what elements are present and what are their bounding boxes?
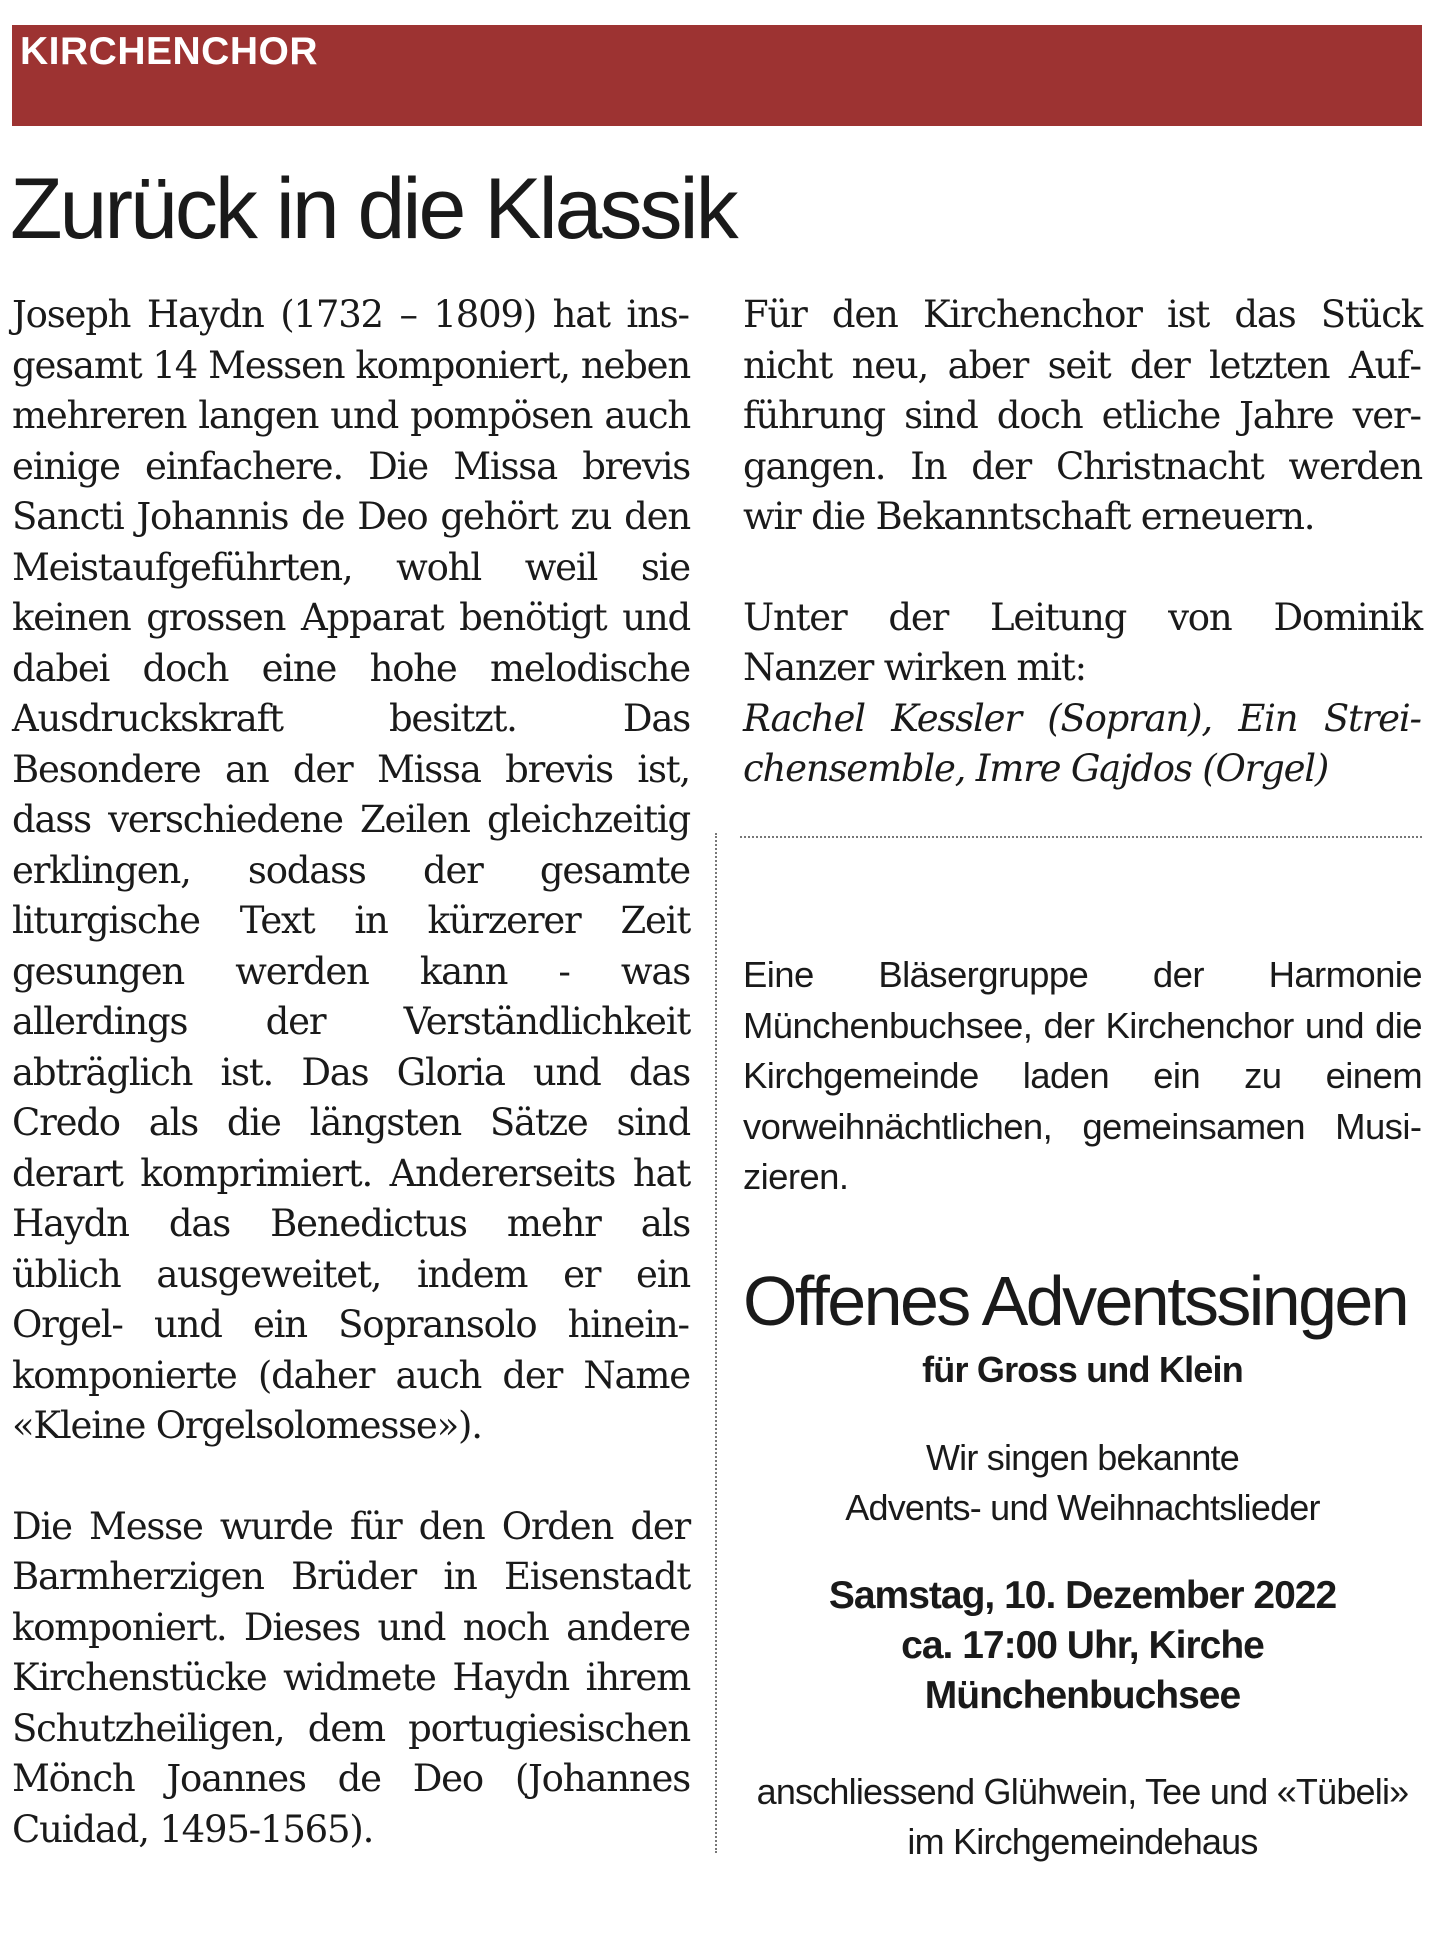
left-column — [12, 290, 690, 1855]
event-description-line: Wir singen bekannte — [926, 1436, 1239, 1478]
article-headline: Zurück in die Klassik — [10, 161, 736, 257]
section-label: KIRCHENCHOR — [20, 30, 318, 73]
section-divider — [740, 836, 1422, 838]
event-date-time — [743, 1571, 1422, 1721]
performers-list: Rachel Kessler (Sopran), Ein Streichensemble, Imre Gajdos (Orgel) — [743, 696, 1422, 790]
event-description — [743, 1433, 1422, 1533]
event-date: Samstag, 10. Dezember 2022 — [828, 1573, 1337, 1617]
event-subtitle: für Gross und Klein — [922, 1348, 1243, 1390]
right-column — [743, 290, 1422, 795]
left-paragraph-2: Die Messe wurde für den Orden der Barmherzigen Brüder in Eisenstadt komponiert. Dieses und noch andere Kirchenstücke widmete Haydn ihrem Schutzheiligen, dem portugiesischen Mönch Joannes de Deo (Johannes Cuidad, 1495-1565). — [12, 1504, 690, 1851]
column-divider — [715, 833, 717, 1853]
event-afterwards — [743, 1767, 1422, 1867]
event-afterwards-line: anschliessend Glühwein, Tee und «Tübeli» — [756, 1770, 1409, 1812]
right-paragraph-2: Unter der Leitung von Dominik Nanzer wirken mit: — [743, 595, 1422, 689]
right-paragraph-1: Für den Kirchenchor ist das Stück nicht neu, aber seit der letzten Aufführung sind doch etliche Jahre vergangen. In der Christnacht werden wir die Bekanntschaft erneuern. — [743, 293, 1422, 538]
section-banner — [12, 25, 1422, 126]
event-afterwards-line: im Kirchgemeindehaus — [907, 1820, 1258, 1862]
event-description-line: Advents- und Weihnachtslieder — [845, 1486, 1320, 1528]
event-time-place: ca. 17:00 Uhr, Kirche Münchenbuchsee — [901, 1623, 1264, 1717]
left-paragraph-1: Joseph Haydn (1732 – 1809) hat insgesamt 14 Messen komponiert, neben mehreren langen und pompösen auch einige einfachere. Die Missa brevis Sancti Johannis de Deo gehört zu den Meistaufgeführten, wohl weil sie keinen grossen Apparat benötigt und dabei doch eine hohe melodische Ausdruckskraft besitzt. Das Besondere an der Missa brevis ist, dass verschiedene Zeilen gleichzeitig erklingen, sodass der gesamte liturgische Text in kürzerer Zeit gesungen werden kann - was allerdings der Verständlichkeit abträglich ist. Das Gloria und das Credo als die längsten Sätze sind derart komprimiert. Andererseits hat Haydn das Benedictus mehr als üblich ausgeweitet, indem er ein Orgel- und ein Sopransolo hineinkomponierte (daher auch der Name «Kleine Orgelsolomesse»). — [12, 293, 690, 1447]
event-title: Offenes Adventssingen — [743, 1262, 1408, 1340]
event-intro — [743, 950, 1422, 1203]
event-intro-text: Eine Bläsergruppe der Harmonie Münchenbuchsee, der Kirchenchor und die Kirchgemeinde laden ein zu einem vorweihnächtlichen, gemeinsamen Musizieren. — [743, 954, 1422, 1197]
event-announcement — [743, 1262, 1422, 1867]
